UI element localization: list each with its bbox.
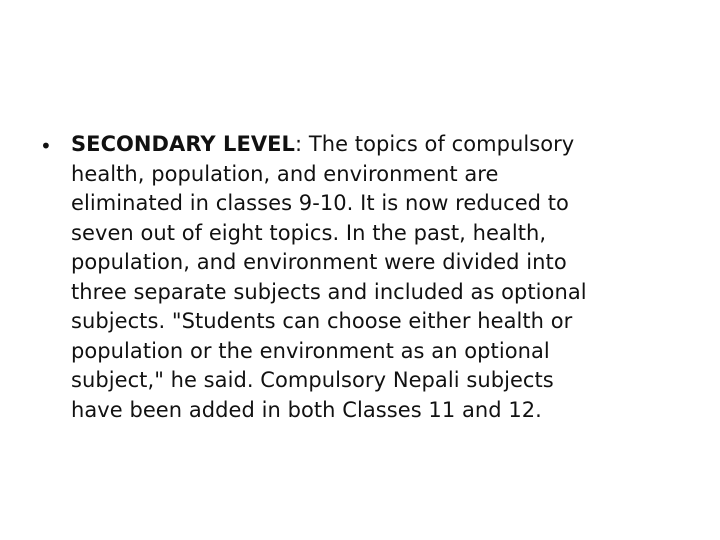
- bullet-text: [71, 130, 660, 425]
- bullet-line-1: [71, 130, 660, 160]
- bullet-line-10: have been added in both Classes 11 and 12.: [71, 397, 542, 422]
- bullet-marker: •: [40, 134, 52, 158]
- bullet-line-2: health, population, and environment are: [71, 161, 499, 186]
- bullet-line-7: subjects. "Students can choose either health or: [71, 309, 573, 333]
- bullet-line-5: population, and environment were divided into: [71, 250, 567, 274]
- bullet-line-1-rest: : The topics of compulsory: [295, 132, 575, 156]
- bullet-lead: SECONDARY LEVEL: [71, 132, 295, 156]
- bullet-line-3: eliminated in classes 9-10. It is now reduced to: [71, 191, 569, 215]
- bullet-line-9: subject," he said. Compulsory Nepali subjects: [71, 368, 554, 392]
- bullet-line-6: three separate subjects and included as optional: [71, 279, 587, 304]
- bullet-line-8: population or the environment as an optional: [71, 338, 550, 363]
- bullet-block: [40, 130, 660, 425]
- bullet-line-4: seven out of eight topics. In the past, health,: [71, 220, 547, 245]
- bullet-item: [40, 130, 660, 425]
